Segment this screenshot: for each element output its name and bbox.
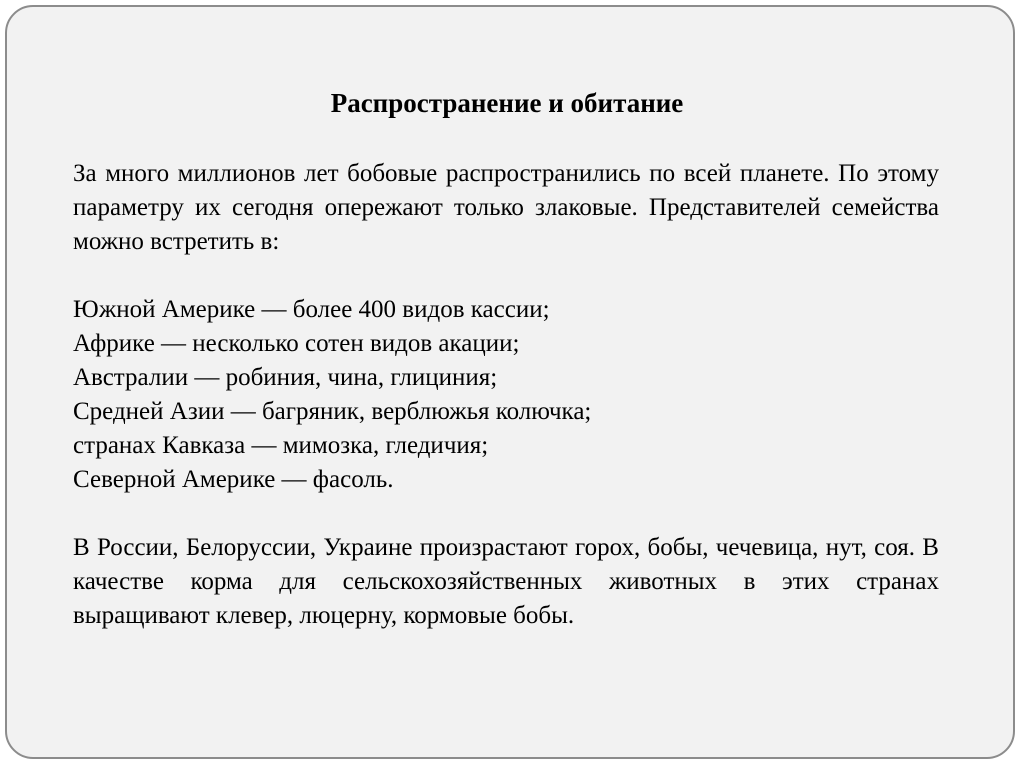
closing-paragraph: В России, Белоруссии, Украине произрастают горох, бобы, чечевица, нут, соя. В качестве корма для сельскохозяйственных животных в этих странах выращивают клевер, люцерну, кормовые бобы. <box>73 534 939 629</box>
list-item: Северной Америке — фасоль. <box>73 466 394 493</box>
list-item: странах Кавказа — мимозка, гледичия; <box>73 432 489 459</box>
list-item: Средней Азии — багряник, верблюжья колючка; <box>73 398 592 425</box>
slide-content <box>73 157 939 633</box>
list-item: Южной Америке — более 400 видов кассии; <box>73 296 550 323</box>
intro-paragraph: За много миллионов лет бобовые распространились по всей планете. По этому параметру их сегодня опережают только злаковые. Представителей семейства можно встретить в: <box>73 160 939 255</box>
slide-frame <box>5 5 1015 759</box>
regions-list <box>73 293 939 497</box>
slide-title: Распространение и обитание <box>330 88 684 118</box>
list-item: Африке — несколько сотен видов акации; <box>73 330 520 357</box>
list-item: Австралии — робиния, чина, глициния; <box>73 364 498 391</box>
